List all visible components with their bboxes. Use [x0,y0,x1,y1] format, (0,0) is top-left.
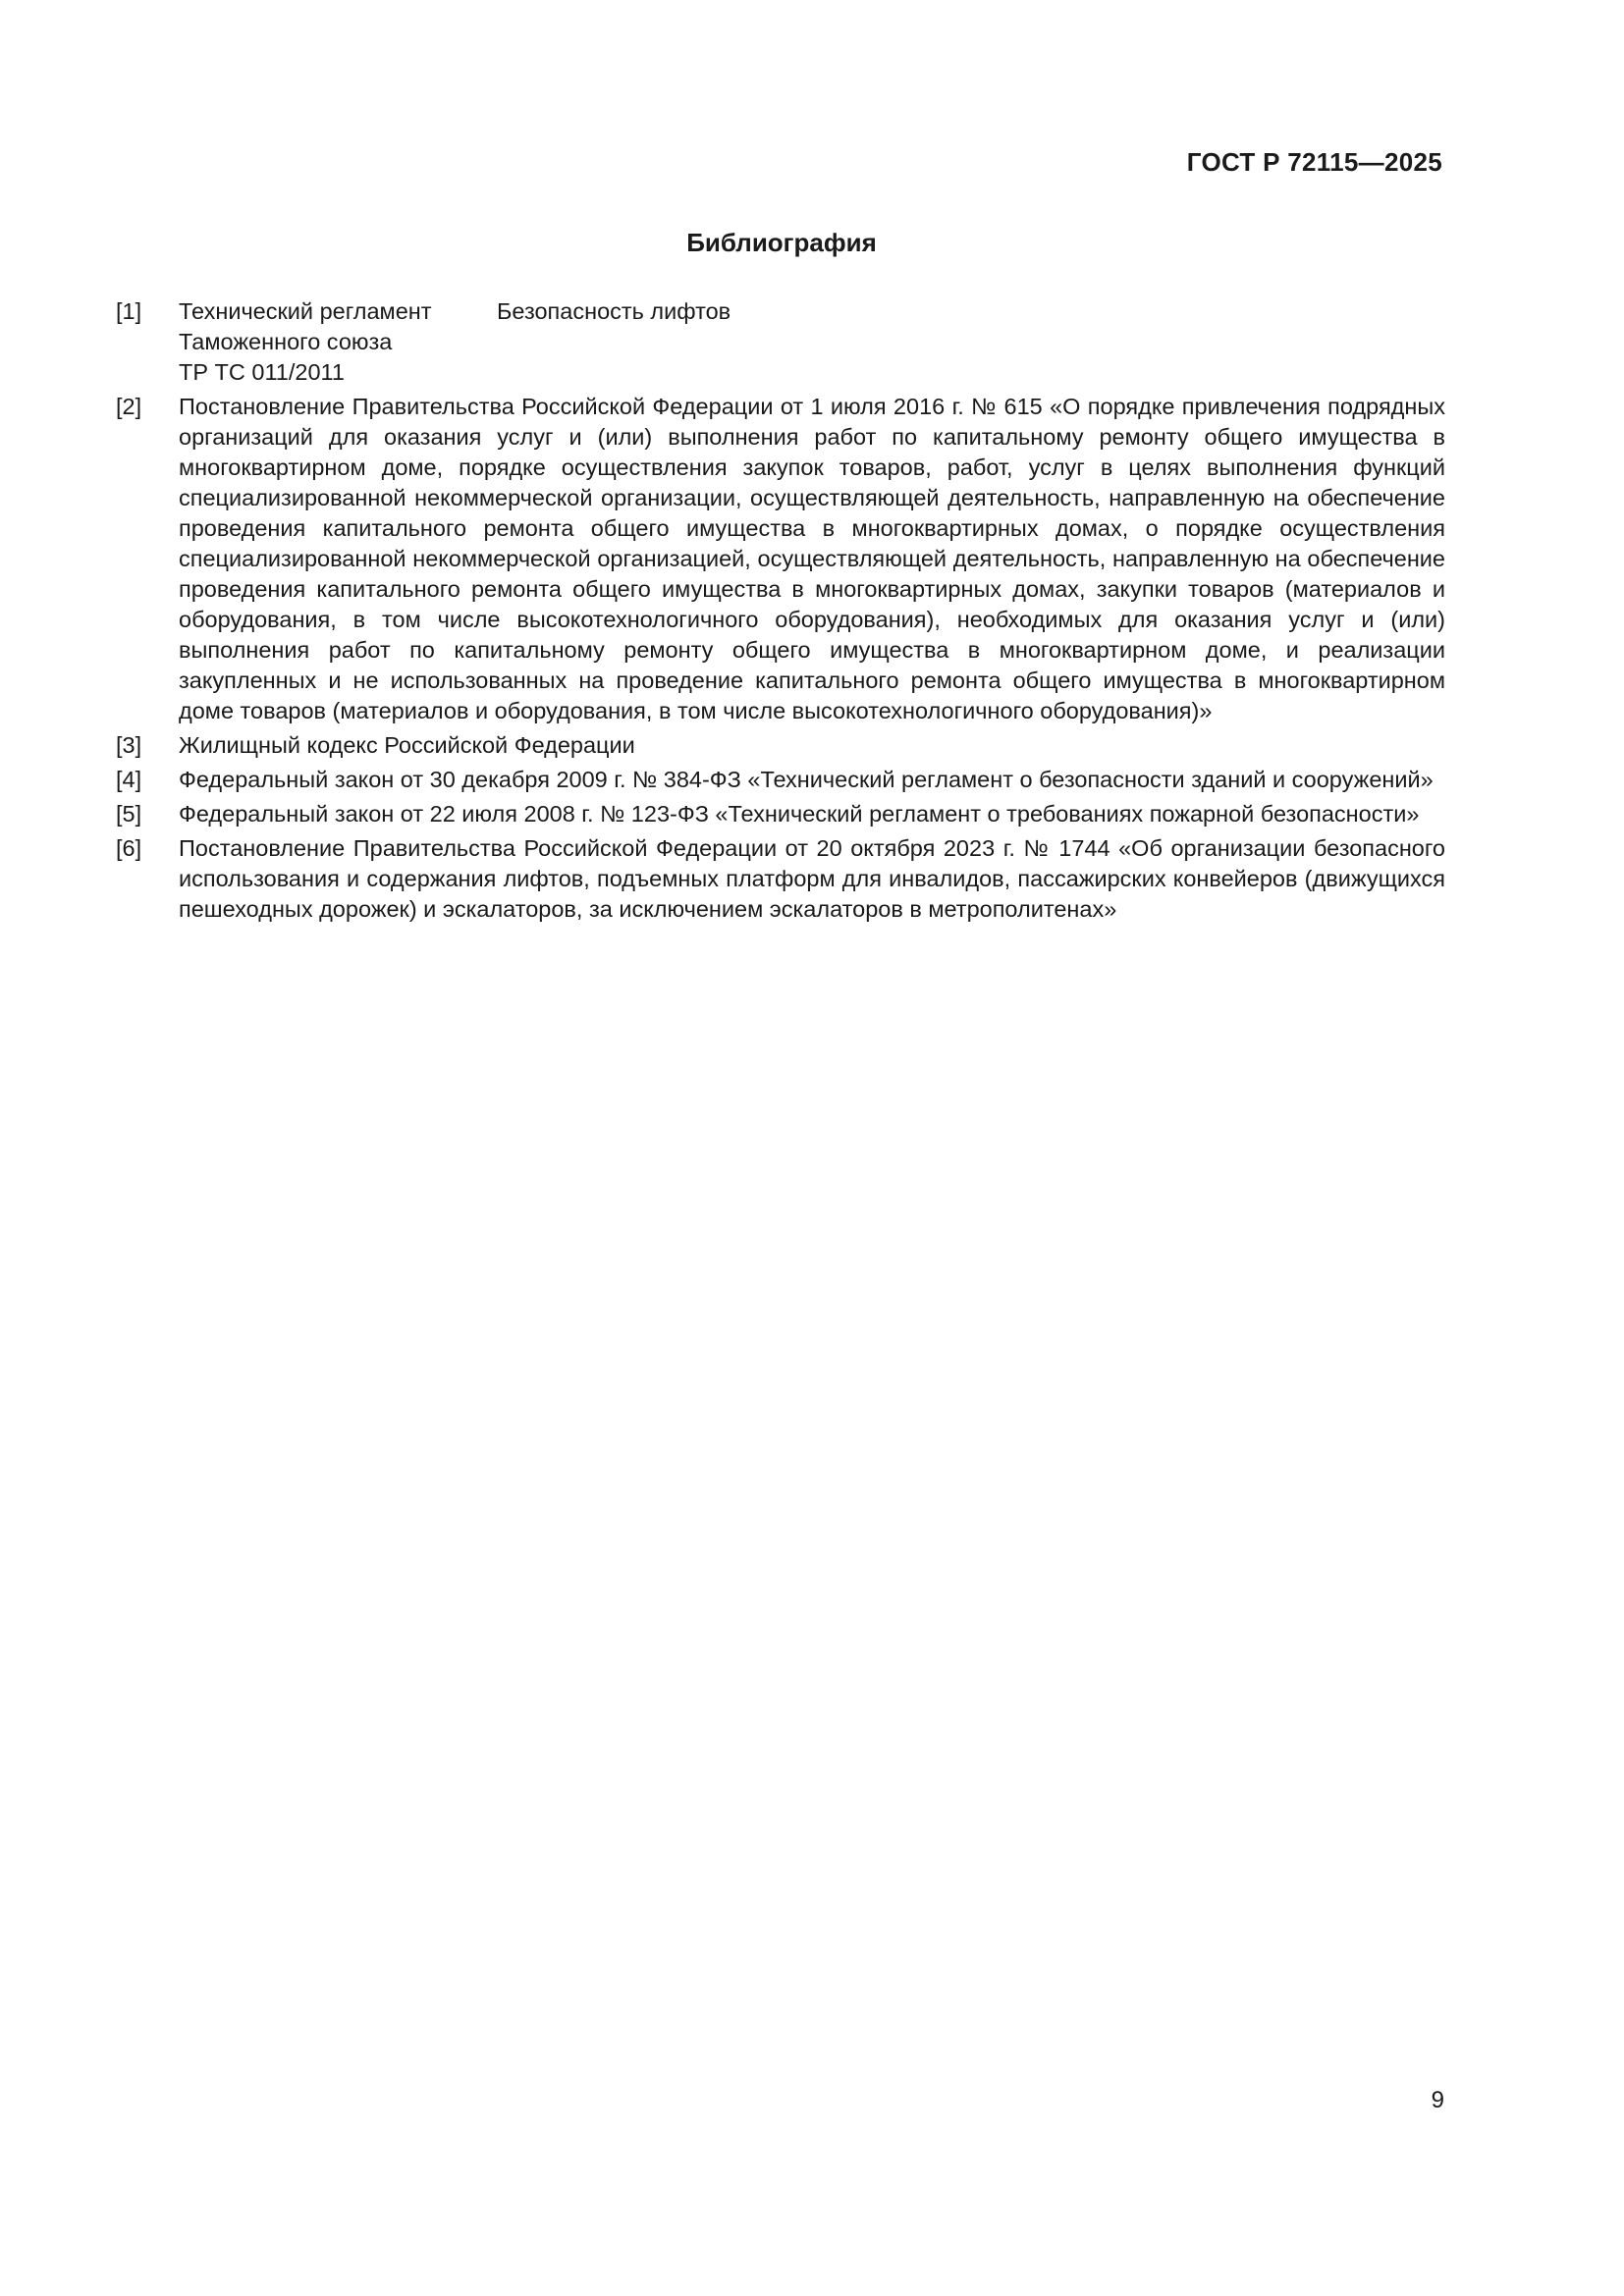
regulation-name-line: Технический регламент [179,298,432,324]
bibliography-number: [5] [116,801,142,827]
bibliography-number: [4] [116,767,142,792]
regulation-name-line: Таможенного союза [179,329,393,354]
bibliography-text: Постановление Правительства Российской Федерации от 20 октября 2023 г. № 1744 «Об организации безопасного использования и содержания лифтов, подъемных платформ для инвалидов, пассажирских конвейеров (движущихся пешеходных дорожек) и эскалаторов, за исключением эскалаторов в метрополитенах» [179,835,1445,922]
bibliography-number: [2] [116,394,142,419]
bibliography-text: Постановление Правительства Российской Федерации от 1 июля 2016 г. № 615 «О порядке привлечения подрядных организаций для оказания услуг и (или) выполнения работ по капитальному ремонту общего имущества в многоквартирном доме, порядке осуществления закупок товаров, работ, услуг в целях выполнения функций специализированной некоммерческой организации, осуществляющей деятельность, направленную на обеспечение проведения капитального ремонта общего имущества в многоквартирных домах, о порядке осуществления специализированной некоммерческой организацией, осуществляющей деятельность, направленную на обеспечение проведения капитального ремонта общего имущества в многоквартирных домах, закупки товаров (материалов и оборудования, в том числе высокотехнологичного оборудования), необходимых для оказания услуг и (или) выполнения работ по капитальному ремонту общего имущества в многоквартирном доме, и реализации закупленных и не использованных на проведение капитального ремонта общего имущества в многоквартирном доме товаров (материалов и оборудования, в том числе высокотехнологичного оборудования)» [179,394,1445,723]
bibliography-item [116,730,1445,761]
bibliography-list [116,296,1445,929]
bibliography-number: [3] [116,732,142,758]
bibliography-item [116,833,1445,925]
bibliography-number: [6] [116,835,142,861]
page-number: 9 [1431,2087,1444,2113]
bibliography-item [116,296,1445,388]
bibliography-item [116,765,1445,795]
regulation-name [179,296,497,388]
bibliography-item [116,799,1445,829]
bibliography-number: [1] [116,298,142,324]
document-code: ГОСТ Р 72115—2025 [1186,147,1442,177]
bibliography-text: Федеральный закон от 30 декабря 2009 г. № 384-ФЗ «Технический регламент о безопасности зданий и сооружений» [179,767,1434,792]
regulation-title: Безопасность лифтов [497,298,731,324]
bibliography-text: Федеральный закон от 22 июля 2008 г. № 123-ФЗ «Технический регламент о требованиях пожарной безопасности» [179,801,1420,827]
bibliography-entry [179,296,1445,388]
regulation-name-line: ТР ТС 011/2011 [179,359,345,385]
bibliography-text: Жилищный кодекс Российской Федерации [179,732,635,758]
bibliography-item [116,392,1445,726]
section-title: Библиография [686,228,877,257]
